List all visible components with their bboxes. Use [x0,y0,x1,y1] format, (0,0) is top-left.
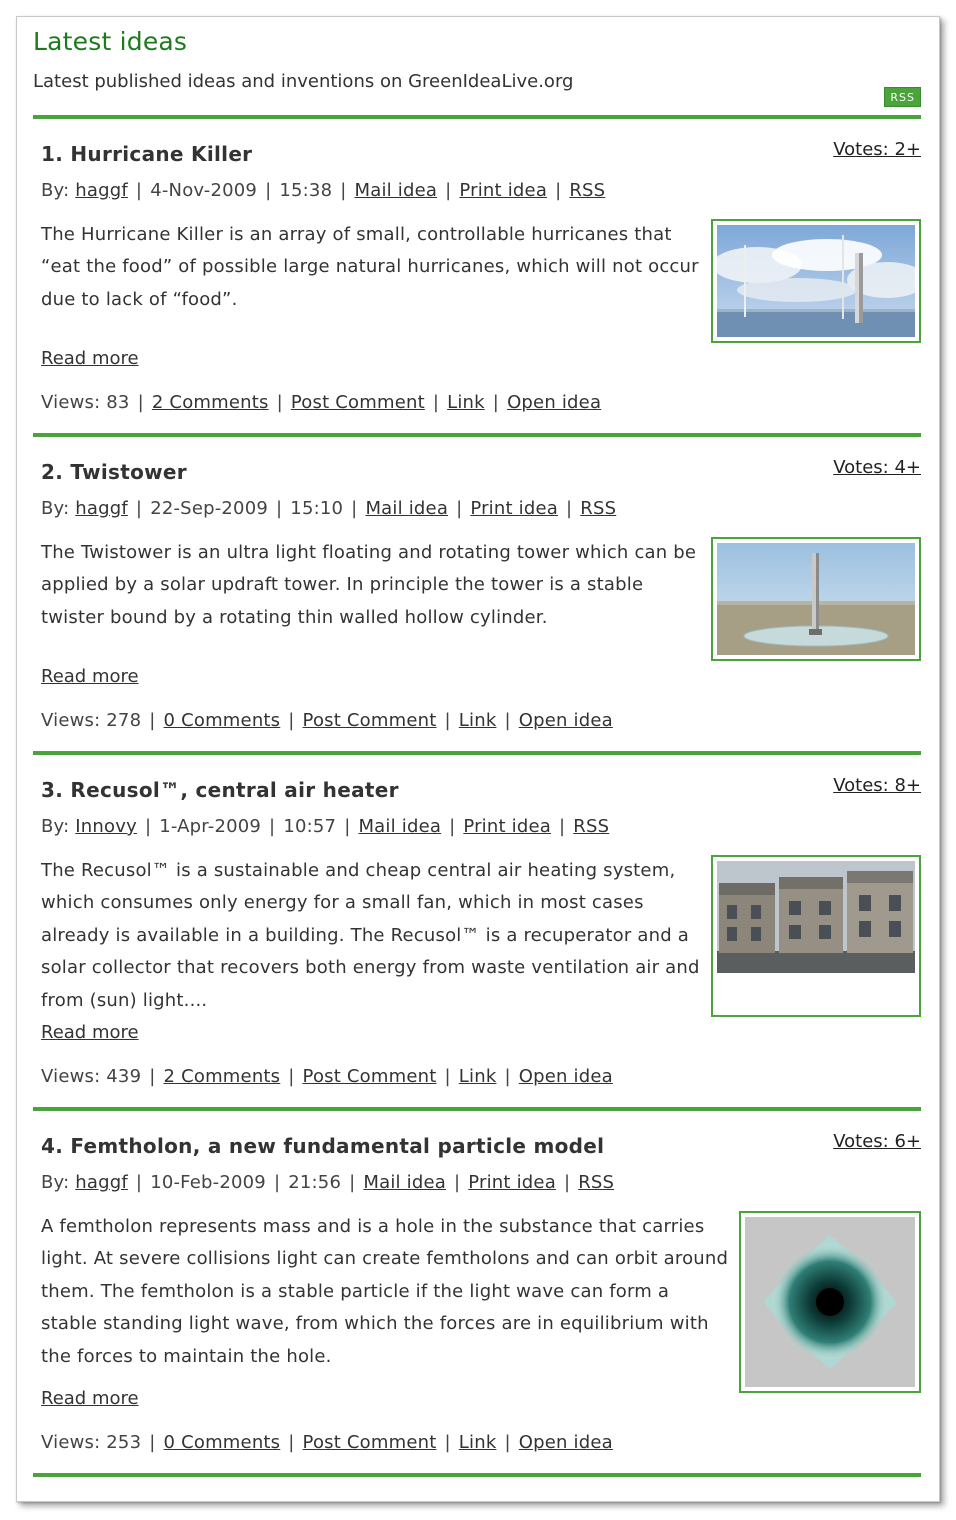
post-comment-link[interactable]: Post Comment [290,392,425,413]
comments-link[interactable]: 2 Comments [163,1066,281,1088]
views-count: Views: 83 [41,392,130,413]
idea-description: The Recusol™ is a sustainable and cheap central air heating system, which consumes only energy for a small fan, which in most cases already is available in a building. The Recusol™ is a recuperator and a solar collector that recovers both energy from waste ventilation air and from (sun) light.... [41,860,700,1011]
idea-date: 1-Apr-2009 [159,816,262,837]
votes-link[interactable]: Votes: 6+ [833,1131,921,1153]
panel-content [33,27,921,1477]
idea-stats: Views: 253 | 0 Comments | Post Comment | Link | Open idea [41,1432,613,1454]
idea-time: 10:57 [283,816,337,837]
mail-idea-link[interactable]: Mail idea [354,180,438,201]
idea-body [33,537,921,661]
idea-date: 10-Feb-2009 [150,1172,266,1194]
idea-title: 1. Hurricane Killer [41,142,253,166]
idea-description: A femtholon represents mass and is a hole in the substance that carries light. At severe collisions light can create femtholons and can orbit around them. The femtholon is a stable particle if the light wave can form a stable standing light wave, from which the forces are in equilibrium with the forces to maintain the hole. [41,1216,729,1367]
mail-idea-link[interactable]: Mail idea [358,816,442,837]
views-count: Views: 439 [41,1066,142,1088]
idea-thumbnail[interactable] [739,1211,921,1393]
houses-image [717,861,915,973]
by-label: By: [41,1172,70,1194]
idea-meta: By: haggf | 22-Sep-2009 | 15:10 | Mail idea | Print idea | RSS [41,498,617,519]
print-idea-link[interactable]: Print idea [470,498,558,519]
ideas-panel [16,16,940,1502]
idea-meta: By: haggf | 10-Feb-2009 | 21:56 | Mail idea | Print idea | RSS [41,1172,615,1194]
page-title: Latest ideas [33,27,188,56]
print-idea-link[interactable]: Print idea [463,816,552,837]
permalink-link[interactable]: Link [447,392,485,413]
idea-item [33,437,921,737]
idea-time: 15:38 [279,180,333,201]
mail-idea-link[interactable]: Mail idea [365,498,449,519]
rss-link[interactable]: RSS [580,498,617,519]
permalink-link[interactable]: Link [458,1432,497,1454]
open-idea-link[interactable]: Open idea [518,710,613,731]
votes-link[interactable]: Votes: 4+ [833,457,921,478]
idea-body [33,855,921,1017]
idea-body [33,219,921,343]
print-idea-link[interactable]: Print idea [459,180,548,201]
idea-stats: Views: 439 | 2 Comments | Post Comment | Link | Open idea [41,1066,613,1088]
comments-link[interactable]: 2 Comments [151,392,269,413]
post-comment-link[interactable]: Post Comment [302,1066,437,1088]
read-more-link[interactable]: Read more [41,348,139,369]
post-comment-link[interactable]: Post Comment [302,710,437,731]
votes-link[interactable]: Votes: 2+ [833,139,921,160]
mail-idea-link[interactable]: Mail idea [363,1172,446,1194]
idea-title: 2. Twistower [41,460,187,484]
femtholon-image [745,1217,915,1387]
read-more-link[interactable]: Read more [41,666,139,687]
comments-link[interactable]: 0 Comments [163,710,281,731]
idea-meta: By: Innovy | 1-Apr-2009 | 10:57 | Mail idea | Print idea | RSS [41,816,610,837]
idea-date: 22-Sep-2009 [150,498,269,519]
read-more-link[interactable]: Read more [41,1022,139,1044]
by-label: By: [41,816,70,837]
print-idea-link[interactable]: Print idea [468,1172,556,1194]
post-comment-link[interactable]: Post Comment [302,1432,437,1454]
votes-link[interactable]: Votes: 8+ [833,775,921,796]
idea-time: 15:10 [290,498,344,519]
open-idea-link[interactable]: Open idea [518,1066,613,1088]
idea-description: The Twistower is an ultra light floating and rotating tower which can be applied by a solar updraft tower. In principle the tower is a stable twister bound by a rotating thin walled hollow cylinder. [41,542,697,628]
femtholon-svg [745,1217,915,1387]
rss-row [33,91,921,115]
rss-feed-badge[interactable]: RSS [884,87,921,107]
idea-item [33,119,921,419]
idea-item [33,1111,921,1459]
idea-stats: Views: 278 | 0 Comments | Post Comment | Link | Open idea [41,710,613,731]
page-subtitle: Latest published ideas and inventions on GreenIdeaLive.org [33,71,574,92]
idea-meta: By: haggf | 4-Nov-2009 | 15:38 | Mail idea | Print idea | RSS [41,180,606,201]
rss-link[interactable]: RSS [578,1172,615,1194]
idea-stats: Views: 83 | 2 Comments | Post Comment | Link | Open idea [41,392,602,413]
idea-title: 3. Recusol™, central air heater [41,778,399,802]
rss-link[interactable]: RSS [569,180,606,201]
idea-item [33,755,921,1093]
divider [33,1473,921,1477]
author-link[interactable]: haggf [75,498,128,519]
views-count: Views: 278 [41,710,142,731]
idea-description: The Hurricane Killer is an array of small, controllable hurricanes that “eat the food” of possible large natural hurricanes, which will not occur due to lack of “food”. [41,224,699,310]
open-idea-link[interactable]: Open idea [518,1432,613,1454]
idea-time: 21:56 [288,1172,342,1194]
hurricane-towers-image [717,225,915,337]
permalink-link[interactable]: Link [458,710,497,731]
twistower-image [717,543,915,655]
read-more-link[interactable]: Read more [41,1388,139,1410]
idea-thumbnail[interactable] [711,219,921,343]
views-count: Views: 253 [41,1432,142,1454]
by-label: By: [41,498,70,519]
idea-thumbnail[interactable] [711,537,921,661]
twistower-svg [717,543,915,655]
idea-date: 4-Nov-2009 [150,180,258,201]
by-label: By: [41,180,70,201]
author-link[interactable]: Innovy [75,816,137,837]
author-link[interactable]: haggf [75,180,128,201]
rss-link[interactable]: RSS [573,816,610,837]
idea-title: 4. Femtholon, a new fundamental particle model [41,1134,605,1159]
idea-body [33,1211,921,1393]
permalink-link[interactable]: Link [458,1066,497,1088]
houses-svg [717,861,915,973]
idea-thumbnail[interactable] [711,855,921,1017]
open-idea-link[interactable]: Open idea [507,392,602,413]
author-link[interactable]: haggf [75,1172,128,1194]
comments-link[interactable]: 0 Comments [163,1432,281,1454]
hurricane-towers-svg [717,225,915,337]
